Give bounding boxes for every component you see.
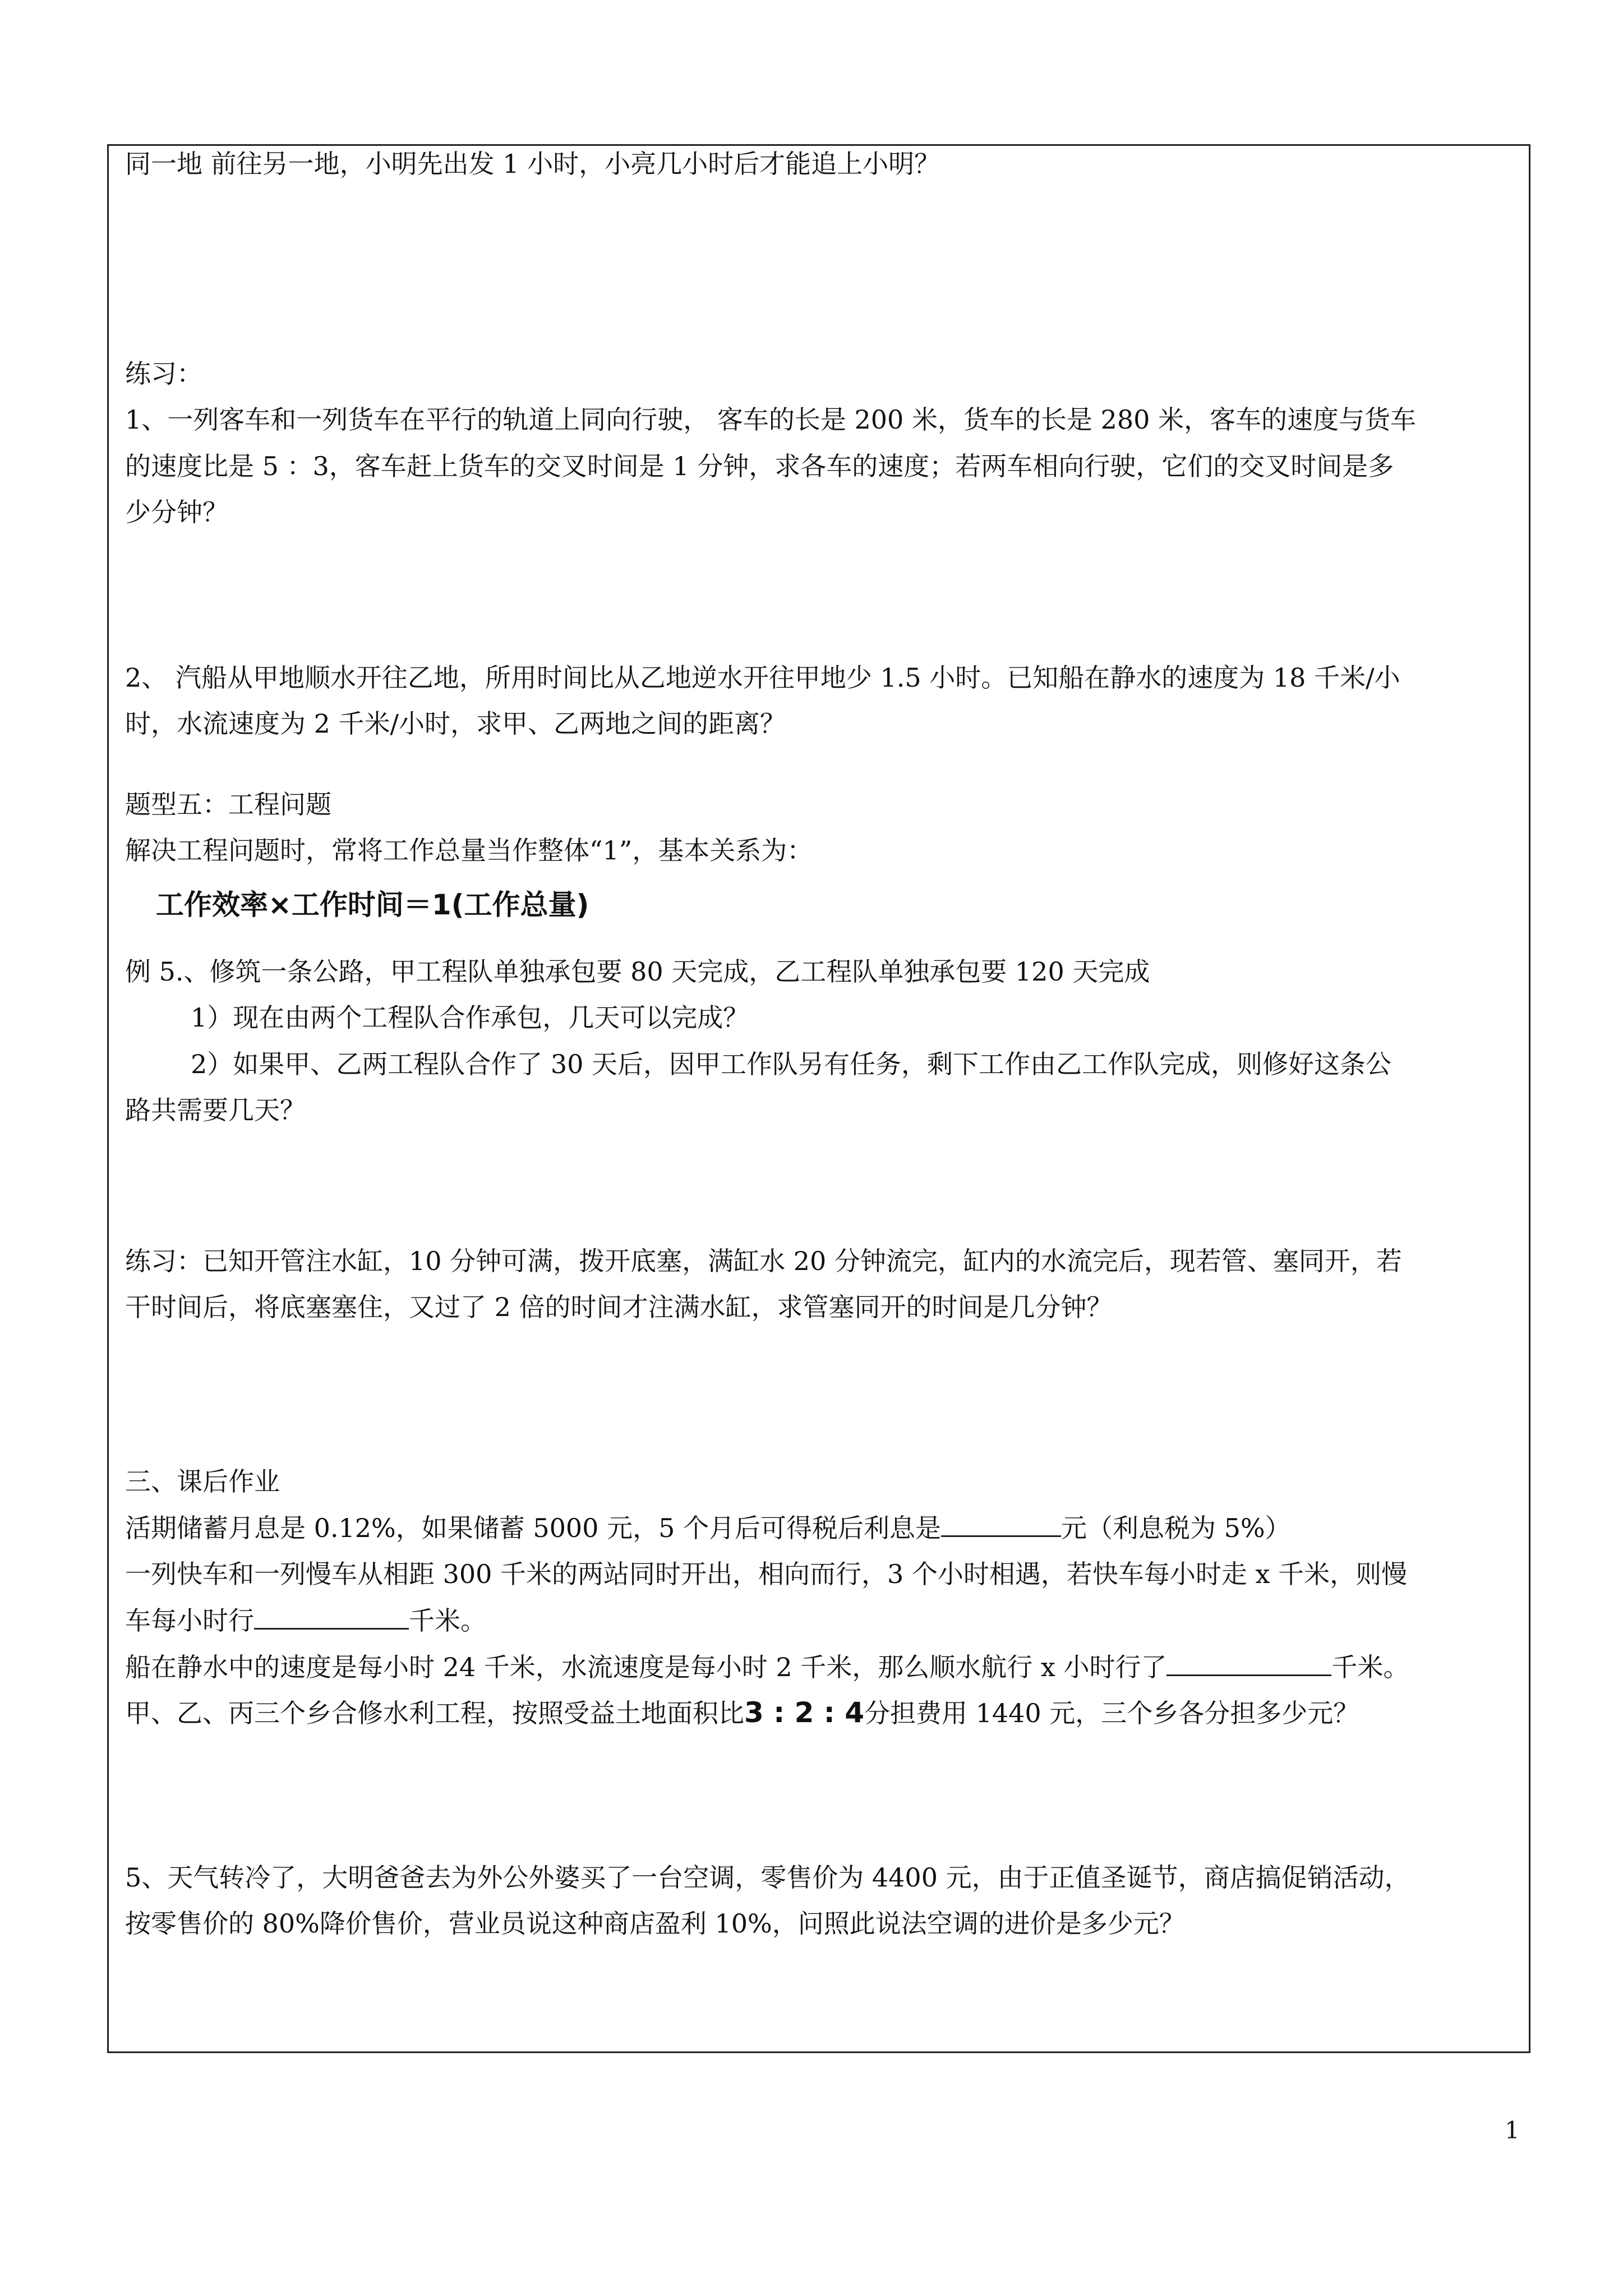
work-problems-intro: 解决工程问题时，常将工作总量当作整体“1”，基本关系为： xyxy=(125,835,813,866)
practice-1-line-1: 1、一列客车和一列货车在平行的轨道上同向行驶， 客车的长是 200 米，货车的长是 280 米，客车的速度与货车 xyxy=(125,404,1416,435)
example-5-question-2-line-1: 2）如果甲、乙两工程队合作了 30 天后，因甲工作队另有任务，剩下工作由乙工作队完成，则修好这条公 xyxy=(191,1049,1392,1079)
practice-water-tank-line-1: 练习：已知开管注水缸，10 分钟可满，拨开底塞，满缸水 20 分钟流完，缸内的水流完后，现若管、塞同开，若 xyxy=(125,1246,1402,1276)
answer-blank-boat-distance[interactable] xyxy=(1166,1650,1331,1676)
homework-boat-suffix: 千米。 xyxy=(1331,1652,1409,1682)
homework-interest-text: 活期储蓄月息是 0.12%，如果储蓄 5000 元，5 个月后可得税后利息是 xyxy=(125,1513,941,1543)
practice-1-line-2: 的速度比是 5 ：3，客车赶上货车的交叉时间是 1 分钟，求各车的速度；若两车相向行驶，它们的交叉时间是多 xyxy=(125,451,1394,481)
homework-irrigation-suffix: 分担费用 1440 元，三个乡各分担多少元？ xyxy=(864,1698,1359,1728)
answer-blank-interest[interactable] xyxy=(941,1511,1061,1537)
work-formula: 工作效率×工作时间＝1(工作总量) xyxy=(156,889,589,921)
practice-2-line-1: 2、 汽船从甲地顺水开往乙地，所用时间比从乙地逆水开往甲地少 1.5 小时。已知船在静水的速度为 18 千米/小 xyxy=(125,662,1400,693)
homework-air-conditioner-line-2: 按零售价的 80%降价售价，营业员说这种商店盈利 10%，问照此说法空调的进价是多少元？ xyxy=(125,1908,1185,1939)
homework-interest-suffix: 元（利息税为 5%） xyxy=(1061,1513,1291,1543)
homework-irrigation-text: 甲、乙、丙三个乡合修水利工程，按照受益土地面积比 xyxy=(125,1698,744,1728)
answer-blank-slow-train[interactable] xyxy=(254,1603,409,1630)
homework-boat-line xyxy=(125,1650,1409,1684)
example-5-question-1: 1）现在由两个工程队合作承包，几天可以完成？ xyxy=(191,1002,749,1033)
page-number: 1 xyxy=(1505,2116,1520,2144)
homework-irrigation-line xyxy=(125,1696,1359,1730)
homework-air-conditioner-line-1: 5、天气转冷了，大明爸爸去为外公外婆买了一台空调，零售价为 4400 元，由于正值圣诞节，商店搞促销活动， xyxy=(125,1862,1410,1893)
practice-2-line-2: 时，水流速度为 2 千米/小时，求甲、乙两地之间的距离？ xyxy=(125,708,786,739)
homework-interest-line xyxy=(125,1511,1291,1545)
practice-water-tank-line-2: 干时间后，将底塞塞住，又过了 2 倍的时间才注满水缸，求管塞同开的时间是几分钟？ xyxy=(125,1292,1113,1322)
land-area-ratio: 3 : 2 : 4 xyxy=(744,1696,864,1729)
homework-trains-line-1: 一列快车和一列慢车从相距 300 千米的两站同时开出，相向而行，3 个小时相遇，若快车每小时走 x 千米，则慢 xyxy=(125,1559,1408,1589)
homework-boat-text: 船在静水中的速度是每小时 24 千米，水流速度是每小时 2 千米，那么顺水航行 x 小时行了 xyxy=(125,1652,1167,1682)
practice-heading: 练习： xyxy=(125,358,202,389)
section-heading-homework: 三、课后作业 xyxy=(125,1466,280,1497)
homework-trains-text: 车每小时行 xyxy=(125,1605,254,1636)
problem-catch-up-text: 同一地 前往另一地，小明先出发 1 小时，小亮几小时后才能追上小明？ xyxy=(125,149,940,179)
example-5-statement: 例 5.、修筑一条公路，甲工程队单独承包要 80 天完成，乙工程队单独承包要 120 天完成 xyxy=(125,956,1150,987)
homework-trains-suffix: 千米。 xyxy=(409,1605,486,1636)
section-heading-work-problems: 题型五：工程问题 xyxy=(125,789,331,820)
practice-1-line-3: 少分钟？ xyxy=(125,497,228,527)
homework-trains-line-2 xyxy=(125,1603,486,1637)
example-5-question-2-line-2: 路共需要几天？ xyxy=(125,1095,306,1125)
